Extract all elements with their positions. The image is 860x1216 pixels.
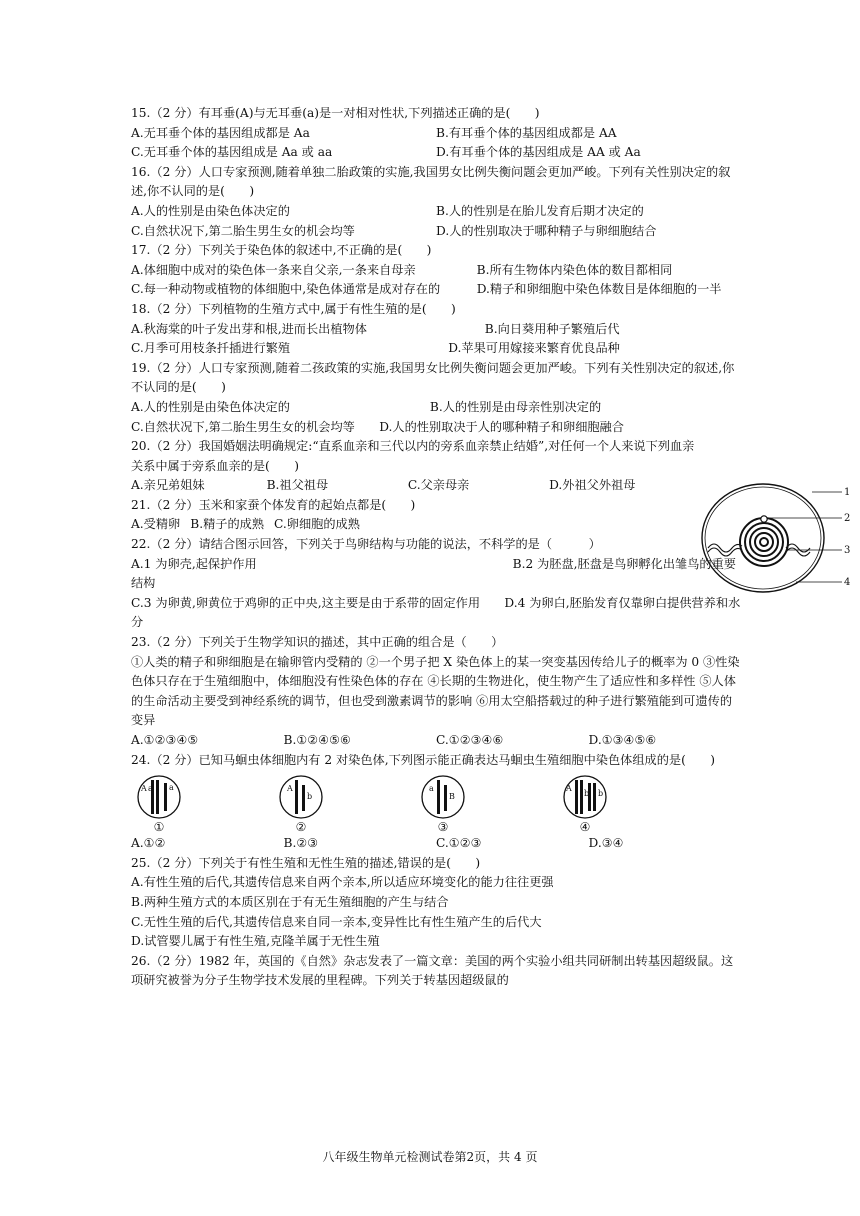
gene-label: A — [566, 784, 572, 794]
cell-diagram — [273, 774, 329, 820]
cell-figure-2 — [273, 774, 415, 834]
question-stem: 18.（2 分）下列植物的生殖方式中,属于有性生殖的是( ) — [131, 301, 456, 316]
egg-label-3: 3 — [844, 545, 850, 556]
cell-figure-3 — [415, 774, 557, 834]
question-stem: 21.（2 分）玉米和家蚕个体发育的起始点都是( ) — [131, 497, 416, 512]
gene-label: b — [584, 789, 590, 799]
cell-figure-4 — [557, 774, 699, 834]
option-c: C.①②③④⑥ — [436, 733, 504, 747]
question-23 — [131, 633, 741, 751]
option-a: A.①② — [131, 836, 166, 851]
options-row — [131, 222, 741, 242]
bird-egg-diagram — [700, 478, 850, 596]
options-row — [131, 143, 741, 163]
option-c: C.无耳垂个体的基因组成是 Aa 或 aa — [131, 145, 333, 160]
options-row — [131, 339, 741, 359]
options-row — [131, 834, 741, 854]
options-ab: A.1 为卵壳,起保护作用 B.2 为胚盘,胚盘是鸟卵孵化出雏鸟的重要结构 — [131, 556, 736, 591]
cell-label: ③ — [437, 820, 449, 835]
question-17 — [131, 241, 741, 300]
options-row — [131, 515, 741, 535]
options-ab: A.体细胞中成对的染色体一条来自父亲,一条来自母亲 B.所有生物体内染色体的数目都相同 — [131, 262, 673, 277]
question-stem: 15.（2 分）有耳垂(A)与无耳垂(a)是一对相对性状,下列描述正确的是( ) — [131, 106, 540, 120]
gene-label: B — [449, 792, 455, 802]
options-row — [131, 731, 741, 751]
option-c: C.父亲母亲 — [407, 478, 470, 493]
question-20 — [131, 437, 696, 496]
question-stem: 20.（2 分）我国婚姻法明确规定:“直系血亲和三代以内的旁系血亲禁止结婚”,对任何一个人来说下列血亲关系中属于旁系血亲的是( ) — [131, 439, 695, 473]
option-a: A.有性生殖的后代,其遗传信息来自两个亲本,所以适应环境变化的能力往往更强 — [131, 875, 554, 890]
question-stem: 16.（2 分）人口专家预测,随着单独二胎政策的实施,我国男女比例失衡问题会更加严峻。下列有关性别决定的叙述,你不认同的是( ) — [131, 164, 731, 199]
question-stem: 19.（2 分）人口专家预测,随着二孩政策的实施,我国男女比例失衡问题会更加严峻。下列有关性别决定的叙述,你不认同的是( ) — [131, 360, 735, 395]
cell-diagram — [557, 774, 613, 820]
option-d: D.外祖父外祖母 — [549, 478, 636, 493]
cell-label: ④ — [579, 820, 591, 835]
option-d: D.③④ — [588, 836, 624, 851]
gene-label: a — [148, 784, 153, 794]
option-a: A.无耳垂个体的基因组成都是 Aa — [131, 125, 310, 140]
question-19 — [131, 359, 741, 437]
cell-label: ① — [153, 820, 165, 835]
option-c: C.卵细胞的成熟 — [274, 517, 360, 532]
question-15 — [131, 104, 741, 163]
cell-diagram — [131, 774, 187, 820]
option-b: B.祖父祖母 — [266, 478, 329, 493]
option-c: C.无性生殖的后代,其遗传信息来自同一亲本,变异性比有性生殖产生的后代大 — [131, 914, 542, 929]
gene-label: a — [169, 783, 174, 793]
option-d: D.试管婴儿属于有性生殖,克隆羊属于无性生殖 — [131, 934, 380, 949]
option-d: D.①③④⑤⑥ — [588, 733, 657, 747]
question-stem: 17.（2 分）下列关于染色体的叙述中,不正确的是( ) — [131, 243, 432, 258]
question-list — [131, 104, 741, 991]
option-d: D.苹果可用嫁接来繁育优良品种 — [448, 341, 620, 356]
question-stem: 24.（2 分）已知马蛔虫体细胞内有 2 对染色体,下列图示能正确表达马蛔虫生殖细胞中染色体组成的是( ) — [131, 752, 715, 767]
question-21 — [131, 496, 741, 535]
options-row — [131, 476, 696, 496]
option-a: A.秋海棠的叶子发出芽和根,进而长出植物体 — [131, 321, 367, 336]
option-b: B.①②④⑤⑥ — [283, 733, 351, 747]
page-footer: 八年级生物单元检测试卷第2页，共 4 页 — [322, 1150, 538, 1164]
option-a: A.受精卵 — [131, 517, 181, 532]
option-b: B.人的性别是在胎儿发育后期才决定的 — [436, 203, 644, 218]
cell-diagram — [415, 774, 471, 820]
question-statements: ①人类的精子和卵细胞是在输卵管内受精的 ②一个男子把 X 染色体上的某一突变基因传给儿子的概率为 0 ③性染色体只存在于生殖细胞中，体细胞没有性染色体的存在 ④长期的生物进化，使生物产生了适应性和多样性 ⑤人体的生命活动主要受到神经系统的调节，但也受到激素调节的影响 ⑥用太空船搭载过的种子进行繁殖能到可遗传的变异 — [131, 654, 740, 728]
question-stem: 25.（2 分）下列关于有性生殖和无性生殖的描述,错误的是( ) — [131, 855, 481, 870]
options-row — [131, 124, 741, 144]
question-stem: 22.（2 分）请结合图示回答，下列关于鸟卵结构与功能的说法，不科学的是（ ） — [131, 537, 601, 552]
option-b: B.②③ — [283, 836, 319, 851]
option-a: A.人的性别是由染色体决定的 — [131, 203, 290, 218]
option-a: A.①②③④⑤ — [131, 733, 199, 747]
gene-label: A — [141, 784, 147, 794]
option-d: D.有耳垂个体的基因组成是 AA 或 Aa — [436, 145, 641, 160]
gene-label: b — [307, 792, 313, 802]
option-a: A.人的性别是由染色体决定的 — [131, 399, 290, 414]
question-26 — [131, 952, 741, 991]
options-cd: C.自然状况下,第二胎生男生女的机会均等 D.人的性别取决于人的哪种精子和卵细胞融合 — [131, 419, 624, 434]
question-stem: 23.（2 分）下列关于生物学知识的描述，其中正确的组合是（ ） — [131, 635, 504, 650]
gene-label: b — [598, 789, 604, 799]
gene-label: A — [287, 784, 293, 794]
option-b: B.两种生殖方式的本质区别在于有无生殖细胞的产生与结合 — [131, 894, 449, 909]
gene-label: a — [429, 784, 434, 794]
options-row — [131, 398, 741, 418]
options-row — [131, 320, 741, 340]
option-b: B.有耳垂个体的基因组成都是 AA — [436, 125, 617, 140]
option-c: C.月季可用枝条扦插进行繁殖 — [131, 341, 291, 356]
option-b: B.人的性别是由母亲性别决定的 — [429, 399, 602, 414]
option-c: C.自然状况下,第二胎生男生女的机会均等 — [131, 223, 355, 238]
options-cd: C.每一种动物或植物的体细胞中,染色体通常是成对存在的 D.精子和卵细胞中染色体数目是体细胞的一半 — [131, 282, 722, 297]
option-b: B.向日葵用种子繁殖后代 — [484, 321, 620, 336]
question-stem: 26.（2 分）1982 年，英国的《自然》杂志发表了一篇文章：美国的两个实验小组共同研制出转基因超级鼠。这项研究被誉为分子生物学技术发展的里程碑。下列关于转基因超级鼠的 — [131, 953, 734, 988]
option-a: A.亲兄弟姐妹 — [131, 478, 205, 493]
question-16 — [131, 163, 741, 241]
egg-label-1: 1 — [844, 487, 850, 498]
option-c: C.①②③ — [436, 836, 482, 851]
chromosome-figures — [131, 774, 741, 834]
option-d: D.人的性别取决于哪种精子与卵细胞结合 — [436, 223, 657, 238]
question-18 — [131, 300, 741, 359]
egg-label-2: 2 — [844, 513, 850, 524]
cell-figure-1 — [131, 774, 273, 834]
question-25 — [131, 854, 741, 952]
question-22 — [131, 535, 741, 633]
options-row — [131, 202, 741, 222]
options-cd: C.3 为卵黄,卵黄位于鸡卵的正中央,这主要是由于系带的固定作用 D.4 为卵白,胚胎发育仅靠卵白提供营养和水分 — [131, 595, 741, 630]
egg-label-4: 4 — [844, 577, 850, 588]
cell-label: ② — [295, 820, 307, 835]
question-24 — [131, 751, 741, 854]
option-b: B.精子的成熟 — [190, 517, 265, 532]
